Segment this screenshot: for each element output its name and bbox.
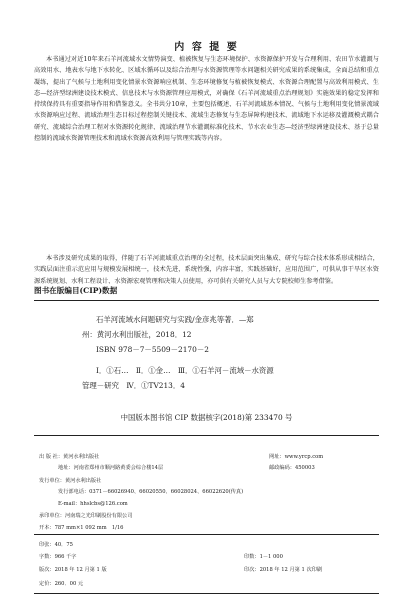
format: 开本：787 mm×1 092 mm 1/16: [39, 525, 124, 531]
address: 地址：河南省郑州市顺河路黄委会综合楼14层: [58, 465, 164, 471]
words: 字数：966 千字: [39, 554, 77, 560]
cip-heading: 图书在版编目(CIP)数据: [34, 286, 118, 295]
cip-line: 管理－研究 Ⅳ．①TV213．4: [82, 381, 185, 390]
email: E-mail：hhslcbs@126.com: [58, 501, 128, 507]
print-count: 印数：1－1 000: [244, 554, 283, 560]
cip-top-rule: [34, 300, 379, 301]
printer: 承印单位：河南瑞之光印刷股份有限公司: [39, 513, 133, 519]
website: 网址：www.yrcp.com: [269, 454, 324, 460]
cip-line: Ⅰ．①石… Ⅱ．①金… Ⅲ．①石羊河－流域－水资源: [96, 366, 274, 375]
publication-mid-rule: [34, 534, 379, 535]
sheets: 印张：40．75: [39, 542, 73, 548]
publisher-label: 出 版 社：黄河水利出版社: [39, 454, 100, 460]
cip-number: 中国版本图书馆 CIP 数据核字(2018)第 233470 号: [120, 413, 293, 422]
print-time: 印次：2018 年 12 月第 1 次印刷: [244, 567, 323, 573]
distributor: 发行单位：黄河水利出版社: [39, 478, 102, 484]
cip-line: 石羊河流域水问题研究与实践/金彦兆等著．—郑: [96, 315, 254, 324]
cip-line: ISBN 978－7－5509－2170－2: [96, 345, 209, 354]
price: 定价：260．00 元: [39, 581, 84, 587]
publication-top-rule: [34, 435, 379, 436]
summary-title: 内 容 提 要: [174, 42, 239, 53]
edition: 版次：2018 年 12 月第 1 版: [39, 567, 107, 573]
postcode: 邮政编码：450003: [269, 465, 315, 471]
phone: 发行部电话：0371－66026940、66020550、66028024、66022620(传真): [58, 489, 244, 495]
cip-line: 州：黄河水利出版社，2018．12: [82, 330, 192, 339]
publication-bottom-rule: [34, 593, 379, 594]
summary-paragraph-1: 本书通过对近10年来石羊河流域水文情势演变、植被恢复与生态环境保护、水资源保护开发与合理利用、农田节水灌溉与高效用水、地表水与地下水转化、区域水循环以及综合治理与水资源管理等水问题相关研究成果的系统集成，全面总结和重点凝练，提出了气候与土地利用变化情景水资源响应机制、生态环境修复与植被恢复模式、水资源合理配置与高效利用模式、生态—经济型绿洲建设技术模式、信息技术与水资源管理应用模式，对确保《石羊河流域重点治理规划》实施效果的稳定发挥和持续保持具有重要指导作用和借鉴意义。全书共分10章，主要包括概述、石羊河流域基本情况、气候与土地利用变化情景流域水资源响应过程、流域治理生态目标过程控制关键技术、流域生态修复与生态屏障构建技术、流域地下水运移及灌溉模式耦合研究、流域综合治理工程对水资源转化规律、流域治理节水灌溉标准化技术、节水农业生态—经济型绿洲建设技术、基于总量控制的流域水资源管理技术和流域水资源高效利用与管理实践等内容。: [34, 56, 379, 143]
summary-paragraph-2: 本书涉及研究成果的取得，伴随了石羊河流域重点治理的全过程，技术层面突出集成、研究与综合技术体系形成相结合，实践层面注重示范应用与规模发展相统一，技术先进，系统性强，内容丰富，实践基础好，应用范围广，可供从事干旱区水资源系统规划、水利工程设计、水资源宏观管理和决策人员使用，亦可供有关研究人员与大专院校师生参考借鉴。: [34, 255, 379, 285]
cip-block: [82, 314, 396, 409]
